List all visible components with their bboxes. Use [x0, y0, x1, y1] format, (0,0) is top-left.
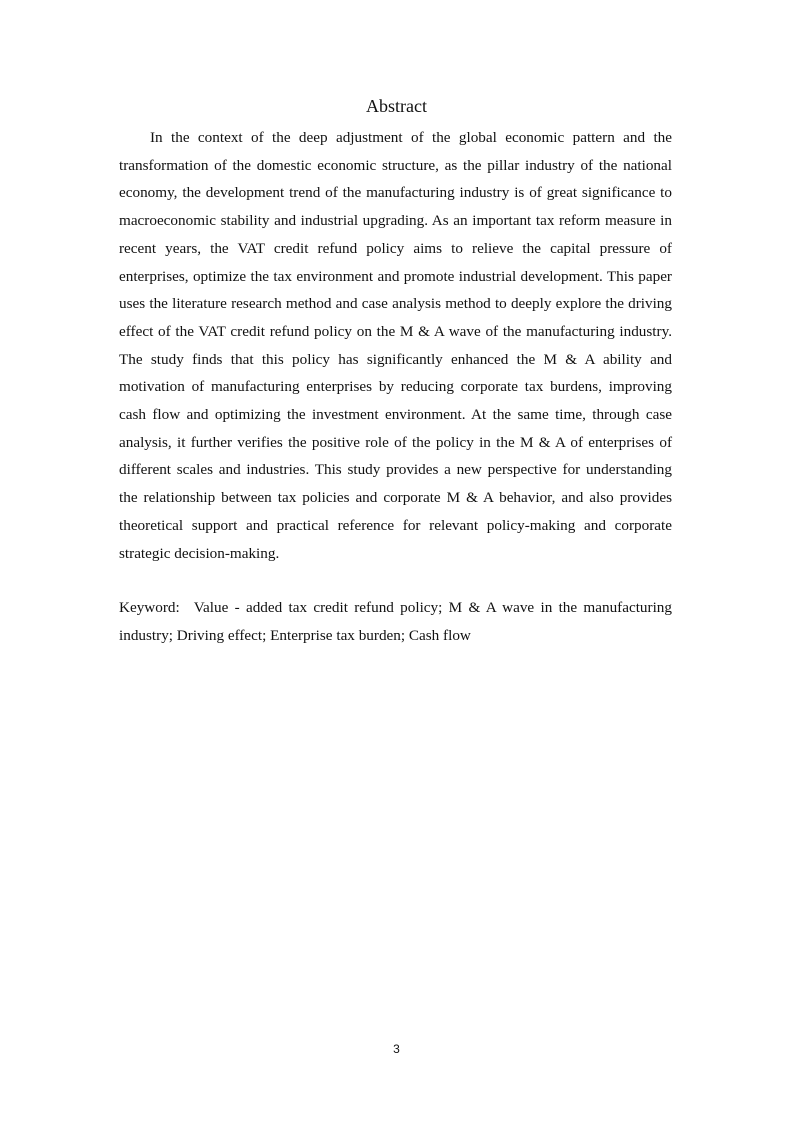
abstract-paragraph: In the context of the deep adjustment of the global economic pattern and the transformation of the domestic economic structure, as the pillar industry of the national economy, the development trend of the manufacturing industry is of great significance to macroeconomic stability and industrial upgrading. As an important tax reform measure in recent years, the VAT credit refund policy aims to relieve the capital pressure of enterprises, optimize the tax environment and promote industrial development. This paper uses the literature research method and case analysis method to deeply explore the driving effect of the VAT credit refund policy on the M & A wave of the manufacturing industry. The study finds that this policy has significantly enhanced the M & A ability and motivation of manufacturing enterprises by reducing corporate tax burdens, improving cash flow and optimizing the investment environment. At the same time, through case analysis, it further verifies the positive role of the policy in the M & A of enterprises of different scales and industries. This study provides a new perspective for understanding the relationship between tax policies and corporate M & A behavior, and also provides theoretical support and practical reference for relevant policy-making and corporate strategic decision-making. — [119, 129, 672, 562]
page-title: Abstract — [366, 96, 427, 116]
keyword-line — [119, 594, 672, 649]
keyword-label: Keyword: — [119, 599, 180, 616]
page-number: 3 — [393, 1042, 400, 1056]
keyword-list: Value - added tax credit refund policy; M & A wave in the manufacturing industry; Driving effect; Enterprise tax burden; Cash flow — [119, 599, 672, 644]
